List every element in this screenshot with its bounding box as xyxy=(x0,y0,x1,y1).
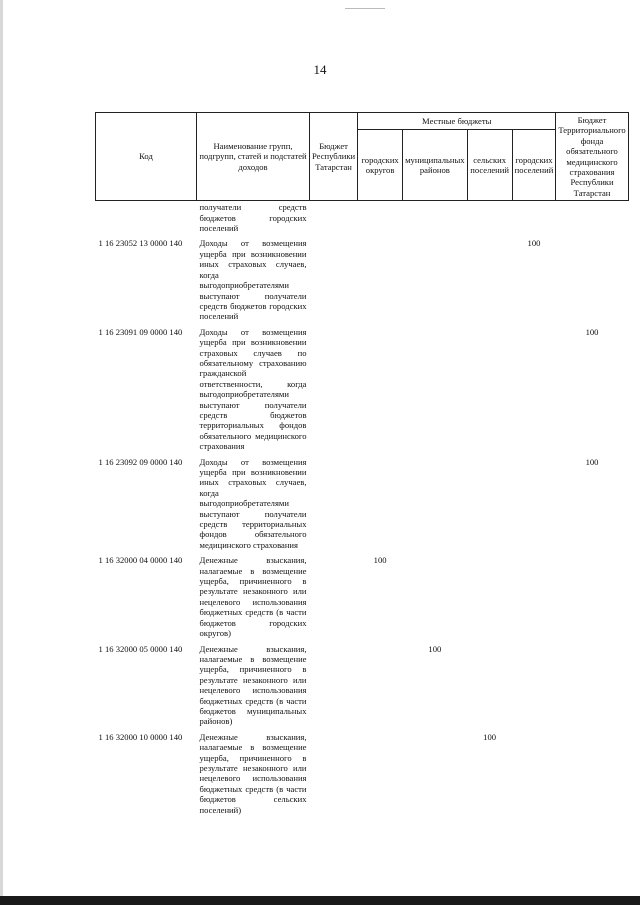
row-value-gp xyxy=(512,456,556,555)
row-value-rt xyxy=(310,731,358,819)
row-value-tf xyxy=(556,731,628,819)
header-municipal-districts: муниципальных районов xyxy=(403,130,468,201)
row-code: 1 16 32000 10 0000 140 xyxy=(98,731,183,742)
header-budget-rt: Бюджет Республики Татарстан xyxy=(310,113,358,201)
row-value-rt xyxy=(310,554,358,642)
table-row xyxy=(96,237,629,325)
row-value-rt xyxy=(310,237,358,325)
row-value-gor xyxy=(358,201,403,238)
row-value-tf xyxy=(556,554,628,642)
row-value-gor: 100 xyxy=(373,555,387,566)
row-value-gor xyxy=(358,643,403,731)
scan-edge xyxy=(0,0,3,905)
header-urban-settlements: городских поселений xyxy=(512,130,556,201)
row-code: 1 16 23052 13 0000 140 xyxy=(98,238,183,249)
revenue-table xyxy=(95,112,629,819)
row-name: Доходы от возмещения ущерба при возникновении иных страховых случаев, когда выгодоприобретателями выступают получатели средств бюджетов городских поселений xyxy=(199,238,307,322)
table-row xyxy=(96,201,629,238)
row-value-mun xyxy=(403,237,468,325)
row-value-gor xyxy=(358,237,403,325)
row-name: Денежные взыскания, налагаемые в возмещение ущерба, причиненного в результате незаконного или нецелевого использования бюджетных средств (в части бюджетов муниципальных районов) xyxy=(199,643,307,727)
row-name: Доходы от возмещения ущерба при возникновении страховых случаев по обязательному страхованию гражданской ответственности, когда выгодоприобретателями выступают получатели средств бюджетов территориальных фондов обязательного медицинского страхования xyxy=(199,326,307,452)
row-value-gp xyxy=(512,731,556,819)
row-code: 1 16 23091 09 0000 140 xyxy=(98,326,183,337)
header-urban-districts: городских округов xyxy=(358,130,403,201)
row-value-tf xyxy=(556,201,628,238)
row-value-mun xyxy=(403,554,468,642)
row-value-mun xyxy=(403,326,468,456)
row-value-rt xyxy=(310,326,358,456)
header-rural-settlements: сельских поселений xyxy=(467,130,512,201)
row-value-mun xyxy=(403,731,468,819)
row-value-sel: 100 xyxy=(483,731,497,742)
row-value-mun xyxy=(403,456,468,555)
row-value-gor xyxy=(358,326,403,456)
row-value-sel xyxy=(467,456,512,555)
row-value-rt xyxy=(310,456,358,555)
row-value-gp xyxy=(512,554,556,642)
row-code: 1 16 32000 04 0000 140 xyxy=(98,555,183,566)
row-value-rt xyxy=(310,643,358,731)
row-value-tf: 100 xyxy=(585,326,599,337)
page-number: 14 xyxy=(313,62,327,77)
table-row xyxy=(96,731,629,819)
row-value-tf xyxy=(556,643,628,731)
header-name: Наименование групп, подгрупп, статей и подстатей доходов xyxy=(197,113,310,201)
row-value-gp: 100 xyxy=(527,238,541,249)
row-name: Денежные взыскания, налагаемые в возмещение ущерба, причиненного в результате незаконного или нецелевого использования бюджетных средств (в части бюджетов сельских поселений) xyxy=(199,731,307,815)
scan-mark xyxy=(345,8,385,9)
row-name: Доходы от возмещения ущерба при возникновении иных страховых случаев, когда выгодоприобретателями выступают получатели средств территориальных фондов обязательного медицинского страхования xyxy=(199,456,307,550)
row-code: 1 16 23092 09 0000 140 xyxy=(98,456,183,467)
header-code: Код xyxy=(96,113,197,201)
row-value-rt xyxy=(310,201,358,238)
table-row xyxy=(96,643,629,731)
row-value-sel xyxy=(467,643,512,731)
row-value-gp xyxy=(512,326,556,456)
table-row xyxy=(96,456,629,555)
row-code: 1 16 32000 05 0000 140 xyxy=(98,643,183,654)
row-value-tf: 100 xyxy=(585,456,599,467)
row-value-gp xyxy=(512,643,556,731)
row-value-sel xyxy=(467,326,512,456)
header-local-budgets: Местные бюджеты xyxy=(358,113,556,130)
row-code xyxy=(96,201,197,238)
row-value-gor xyxy=(358,731,403,819)
header-territorial-fund: Бюджет Территориального фонда обязательного медицинского страхования Республики Татарстан xyxy=(556,113,628,201)
scan-bottom-edge xyxy=(0,896,640,905)
row-value-mun: 100 xyxy=(428,643,442,654)
row-value-tf xyxy=(556,237,628,325)
row-name: получатели средств бюджетов городских поселений xyxy=(199,202,307,234)
row-value-mun xyxy=(403,201,468,238)
row-value-sel xyxy=(467,237,512,325)
row-value-gor xyxy=(358,456,403,555)
table-row xyxy=(96,326,629,456)
row-value-sel xyxy=(467,554,512,642)
table-row xyxy=(96,554,629,642)
row-name: Денежные взыскания, налагаемые в возмещение ущерба, причиненного в результате незаконного или нецелевого использования бюджетных средств (в части бюджетов городских округов) xyxy=(199,555,307,639)
table-body xyxy=(96,201,629,819)
row-value-sel xyxy=(467,201,512,238)
row-value-gp xyxy=(512,201,556,238)
